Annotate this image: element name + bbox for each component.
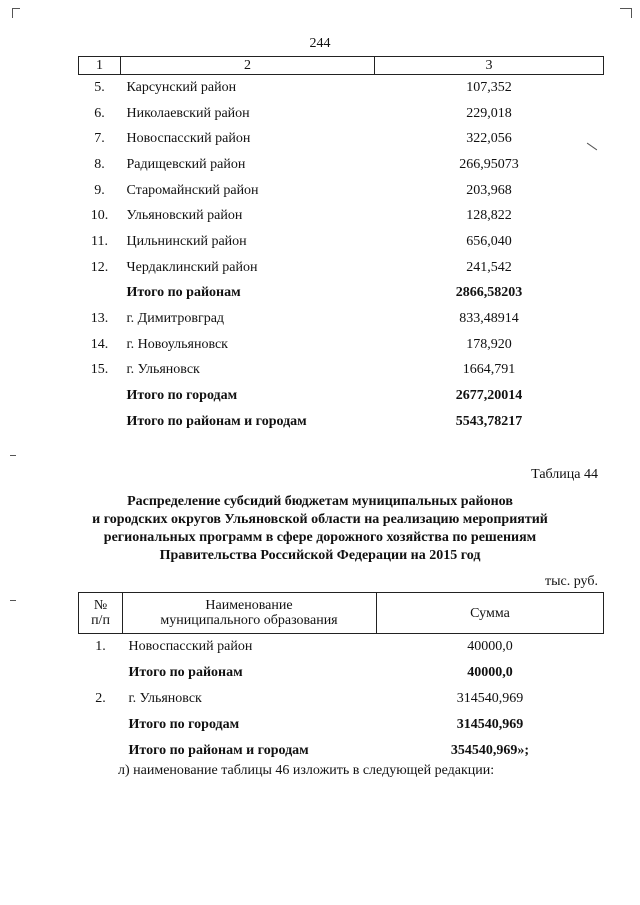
- row-number: 10.: [90, 208, 109, 224]
- header-name: [123, 593, 377, 634]
- row-number: 1.: [95, 639, 106, 654]
- row-name: г. Димитровград: [126, 311, 225, 327]
- row-name: Николаевский район: [126, 105, 250, 121]
- row-name: Итого по районам: [126, 285, 241, 301]
- table-header-row: [79, 593, 604, 634]
- row-number: 12.: [90, 259, 109, 275]
- table-row: [79, 712, 604, 738]
- table-row: [79, 126, 604, 152]
- row-value: 2677,20014: [455, 388, 523, 404]
- row-number: 14.: [90, 336, 109, 352]
- row-value: 107,352: [466, 79, 512, 95]
- row-name: Итого по городам: [128, 717, 240, 732]
- table-row: [79, 229, 604, 255]
- table-row: [79, 383, 604, 409]
- row-number: [79, 383, 121, 409]
- row-name: Радищевский район: [126, 156, 246, 172]
- title-line: Распределение субсидий бюджетам муниципальных районов: [127, 494, 513, 509]
- table-row: [79, 101, 604, 127]
- header-num-line2: п/п: [91, 613, 110, 628]
- table-row: [79, 409, 604, 435]
- row-name: г. Ульяновск: [128, 691, 202, 706]
- row-name: Старомайнский район: [126, 182, 259, 198]
- row-name: Итого по районам и городам: [126, 413, 307, 429]
- table-row: [79, 255, 604, 281]
- table-continuation: [78, 56, 604, 435]
- row-name: Итого по районам и городам: [128, 743, 309, 758]
- row-value: 322,056: [466, 131, 512, 147]
- row-value: 1664,791: [462, 362, 516, 378]
- table-header-row: [79, 57, 604, 75]
- row-name: Итого по городам: [126, 388, 238, 404]
- row-value: 178,920: [466, 336, 512, 352]
- scan-mark-top-left: [12, 8, 20, 9]
- table-row: [79, 152, 604, 178]
- table-row: [79, 332, 604, 358]
- row-name: г. Новоульяновск: [126, 336, 228, 352]
- row-value: 40000,0: [467, 639, 513, 654]
- row-name: Итого по районам: [128, 665, 243, 680]
- row-number: 8.: [94, 156, 105, 172]
- row-number: [79, 712, 123, 738]
- scan-mark-top-right-v: [631, 8, 632, 18]
- header-col-1: 1: [79, 57, 121, 75]
- header-name-line1: Наименование: [205, 598, 293, 613]
- table-caption: Таблица 44: [531, 467, 598, 482]
- row-value: 2866,58203: [455, 285, 523, 301]
- header-sum: Сумма: [377, 593, 604, 634]
- header-name-line2: муниципального образования: [160, 613, 338, 628]
- row-number: 9.: [94, 182, 105, 198]
- row-name: Новоспасский район: [128, 639, 253, 654]
- table-row: [79, 281, 604, 307]
- row-name: Ульяновский район: [126, 208, 243, 224]
- header-num-line1: №: [93, 598, 108, 613]
- row-value: 833,48914: [459, 311, 519, 327]
- row-name: Цильнинский район: [126, 233, 247, 249]
- table-row: [79, 738, 604, 764]
- row-value: 5543,78217: [455, 413, 523, 429]
- subsidy-table: [78, 592, 604, 764]
- scan-mark-left-2: [10, 600, 16, 601]
- amendment-text: л) наименование таблицы 46 изложить в следующей редакции:: [118, 763, 495, 778]
- row-value: 656,040: [466, 233, 512, 249]
- table-row: [79, 660, 604, 686]
- row-number: 2.: [95, 691, 106, 706]
- row-number: 11.: [91, 233, 108, 249]
- row-number: 15.: [90, 362, 109, 378]
- row-value: 40000,0: [467, 665, 513, 680]
- table-row: [79, 358, 604, 384]
- title-line: Правительства Российской Федерации на 2015 год: [159, 548, 481, 563]
- row-number: 7.: [94, 131, 105, 147]
- row-value: 203,968: [466, 182, 512, 198]
- row-value: 314540,969: [456, 717, 524, 732]
- table-row: [79, 178, 604, 204]
- header-num: [79, 593, 123, 634]
- table-row: [79, 203, 604, 229]
- table-row: [79, 634, 604, 661]
- table-row: [79, 306, 604, 332]
- scan-mark-top-left-v: [12, 8, 13, 18]
- scan-mark-left-1: [10, 455, 16, 456]
- header-col-2: 2: [121, 57, 375, 75]
- row-number: 6.: [94, 105, 105, 121]
- row-number: [79, 660, 123, 686]
- row-number: [79, 281, 121, 307]
- header-col-3: 3: [375, 57, 604, 75]
- row-number: 13.: [90, 311, 109, 327]
- row-value: 266,95073: [459, 156, 519, 172]
- title-line: и городских округов Ульяновской области на реализацию мероприятий: [92, 512, 548, 527]
- row-number: [79, 409, 121, 435]
- row-number: 5.: [94, 79, 105, 95]
- page-number: 244: [309, 36, 331, 51]
- table-row: [79, 75, 604, 101]
- row-value: 354540,969»;: [450, 743, 530, 758]
- table-title: [0, 493, 640, 565]
- row-number: [79, 738, 123, 764]
- row-value: 128,822: [466, 208, 512, 224]
- row-value: 229,018: [466, 105, 512, 121]
- row-name: Новоспасский район: [126, 131, 251, 147]
- row-name: г. Ульяновск: [126, 362, 200, 378]
- row-value: 314540,969: [456, 691, 524, 706]
- row-name: Чердаклинский район: [126, 259, 258, 275]
- table-row: [79, 686, 604, 712]
- row-name: Карсунский район: [126, 79, 237, 95]
- title-line: региональных программ в сфере дорожного хозяйства по решениям: [103, 530, 537, 545]
- units-label: тыс. руб.: [545, 574, 598, 589]
- row-value: 241,542: [466, 259, 512, 275]
